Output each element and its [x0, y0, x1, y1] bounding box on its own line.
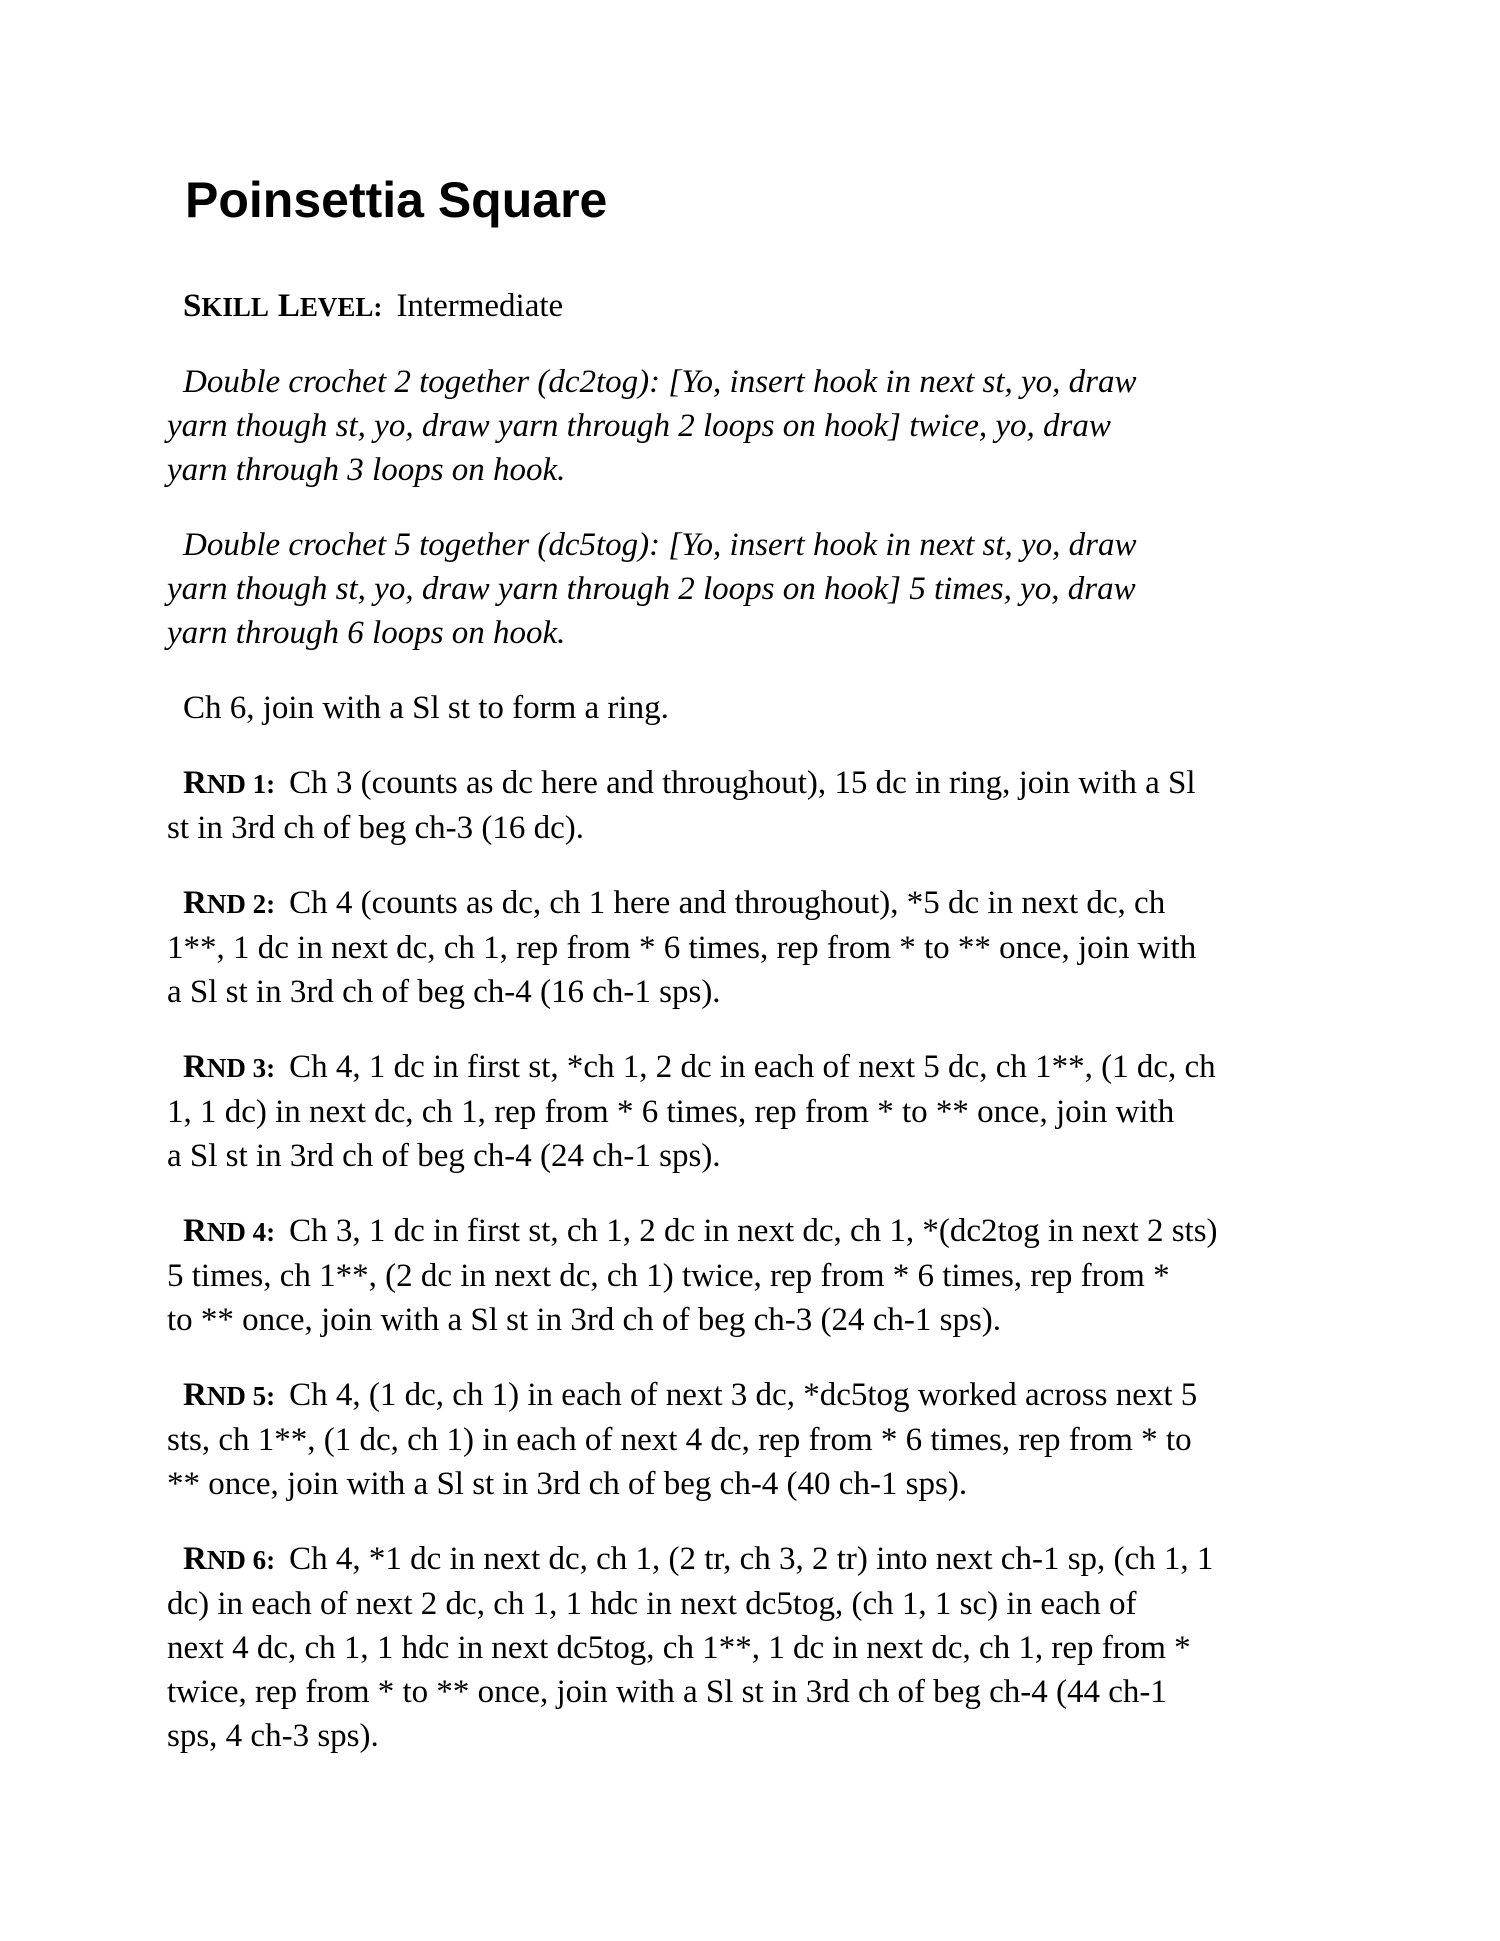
- text-line: yarn through 6 loops on hook.: [167, 615, 566, 651]
- skill-level-row: [167, 284, 1350, 329]
- text-line: 5 times, ch 1**, (2 dc in next dc, ch 1) twice, rep from * 6 times, rep from *: [167, 1258, 1170, 1294]
- text-line: a Sl st in 3rd ch of beg ch-4 (24 ch-1 sps).: [167, 1138, 721, 1174]
- text-line: yarn though st, yo, draw yarn through 2 loops on hook] twice, yo, draw: [167, 408, 1111, 444]
- round-first-line: [167, 1537, 1350, 1582]
- text-line: to ** once, join with a Sl st in 3rd ch of beg ch-3 (24 ch-1 sps).: [167, 1302, 1002, 1338]
- round-text: Ch 4 (counts as dc, ch 1 here and throughout), *5 dc in next dc, ch: [289, 885, 1166, 921]
- text-line: sps, 4 ch-3 sps).: [167, 1718, 379, 1754]
- round-first-line: [167, 1209, 1350, 1254]
- round-4: [167, 1209, 1350, 1342]
- skill-level-value: Intermediate: [396, 288, 564, 324]
- round-label: RND 3:: [183, 1049, 276, 1085]
- round-first-line: [167, 881, 1350, 926]
- round-text: Ch 4, (1 dc, ch 1) in each of next 3 dc, *dc5tog worked across next 5: [289, 1377, 1198, 1413]
- round-text: Ch 3 (counts as dc here and throughout), 15 dc in ring, join with a Sl: [289, 765, 1196, 801]
- setup-instruction: [167, 686, 1350, 730]
- text-line: yarn through 3 loops on hook.: [167, 452, 566, 488]
- text-line: sts, ch 1**, (1 dc, ch 1) in each of next 4 dc, rep from * 6 times, rep from * to: [167, 1422, 1192, 1458]
- definition-dc2tog: [167, 360, 1350, 492]
- text-line: Double crochet 5 together (dc5tog): [Yo, insert hook in next st, yo, draw: [183, 527, 1137, 563]
- round-text: Ch 3, 1 dc in first st, ch 1, 2 dc in next dc, ch 1, *(dc2tog in next 2 sts): [289, 1213, 1218, 1249]
- round-first-line: [167, 1373, 1350, 1418]
- round-3: [167, 1045, 1350, 1178]
- text-line: ** once, join with a Sl st in 3rd ch of beg ch-4 (40 ch-1 sps).: [167, 1466, 968, 1502]
- text-line: st in 3rd ch of beg ch-3 (16 dc).: [167, 810, 584, 846]
- text-line: yarn though st, yo, draw yarn through 2 loops on hook] 5 times, yo, draw: [167, 571, 1136, 607]
- round-5: [167, 1373, 1350, 1506]
- round-text: Ch 4, *1 dc in next dc, ch 1, (2 tr, ch 3, 2 tr) into next ch-1 sp, (ch 1, 1: [289, 1541, 1214, 1577]
- text-line: dc) in each of next 2 dc, ch 1, 1 hdc in next dc5tog, (ch 1, 1 sc) in each of: [167, 1586, 1137, 1622]
- text-line: twice, rep from * to ** once, join with a Sl st in 3rd ch of beg ch-4 (44 ch-1: [167, 1674, 1167, 1710]
- round-label: RND 4:: [183, 1213, 276, 1249]
- round-2: [167, 881, 1350, 1014]
- round-6: [167, 1537, 1350, 1758]
- skill-level-line: [167, 284, 1350, 329]
- round-first-line: [167, 761, 1350, 806]
- text-line: 1**, 1 dc in next dc, ch 1, rep from * 6 times, rep from * to ** once, join with: [167, 930, 1197, 966]
- definition-dc5tog: [167, 523, 1350, 655]
- skill-level-label-word-2: LEVEL:: [277, 288, 383, 324]
- round-label: RND 6:: [183, 1541, 276, 1577]
- skill-level-label-word-1: SKILL: [183, 288, 269, 324]
- text-line: next 4 dc, ch 1, 1 hdc in next dc5tog, ch 1**, 1 dc in next dc, ch 1, rep from *: [167, 1630, 1191, 1666]
- text-line: Double crochet 2 together (dc2tog): [Yo, insert hook in next st, yo, draw: [183, 364, 1137, 400]
- round-1: [167, 761, 1350, 850]
- round-label: RND 5:: [183, 1377, 276, 1413]
- text-line: 1, 1 dc) in next dc, ch 1, rep from * 6 times, rep from * to ** once, join with: [167, 1094, 1175, 1130]
- round-text: Ch 4, 1 dc in first st, *ch 1, 2 dc in each of next 5 dc, ch 1**, (1 dc, ch: [289, 1049, 1216, 1085]
- round-label: RND 2:: [183, 885, 276, 921]
- text-line: a Sl st in 3rd ch of beg ch-4 (16 ch-1 sps).: [167, 974, 721, 1010]
- text-line: Ch 6, join with a Sl st to form a ring.: [183, 690, 669, 726]
- page-title: Poinsettia Square: [185, 172, 608, 228]
- round-first-line: [167, 1045, 1350, 1090]
- round-label: RND 1:: [183, 765, 276, 801]
